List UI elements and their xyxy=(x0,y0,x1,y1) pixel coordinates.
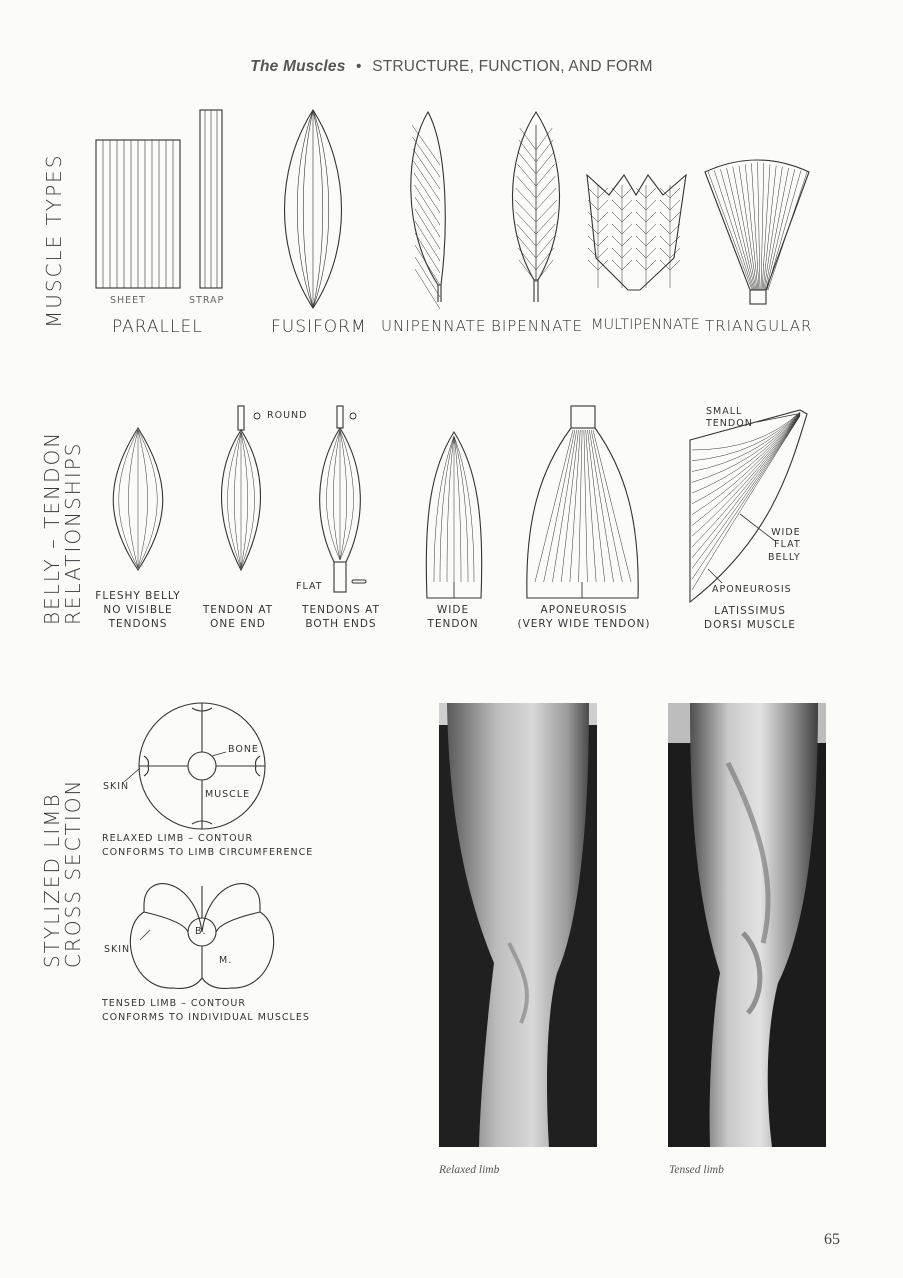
label-b: B. xyxy=(195,926,207,937)
relaxed-limb-cross-section xyxy=(124,703,265,829)
strap-muscle-drawing xyxy=(200,110,222,288)
header-section: The Muscles xyxy=(250,58,346,75)
multipennate-muscle-drawing xyxy=(587,175,686,290)
relaxed-limb-photo xyxy=(439,703,597,1147)
label-sheet: SHEET xyxy=(110,295,146,306)
label-fusiform: FUSIFORM xyxy=(271,317,367,337)
aponeurosis-drawing xyxy=(527,406,638,598)
label-latissimus-dorsi: LATISSIMUS DORSI MUSCLE xyxy=(704,605,796,632)
unipennate-muscle-drawing xyxy=(411,112,445,309)
label-muscle: MUSCLE xyxy=(205,789,251,800)
label-tendons-both-ends: TENDONS AT BOTH ENDS xyxy=(302,604,380,631)
label-parallel: PARALLEL xyxy=(112,317,203,337)
header-separator: • xyxy=(356,58,362,75)
wide-tendon-drawing xyxy=(426,432,481,598)
label-m: M. xyxy=(219,955,233,966)
side-label-limb-cross-section: STYLIZED LIMB CROSS SECTION xyxy=(40,778,85,968)
fleshy-belly-drawing xyxy=(113,428,163,570)
label-wide-flat-belly: WIDE FLAT BELLY xyxy=(768,527,801,563)
triangular-muscle-drawing xyxy=(705,160,809,304)
header-title: STRUCTURE, FUNCTION, AND FORM xyxy=(372,58,653,75)
side-label-belly-tendon: BELLY – TENDON RELATIONSHIPS xyxy=(40,430,85,625)
sheet-muscle-drawing xyxy=(96,140,180,288)
label-multipennate: MULTIPENNATE xyxy=(591,317,700,333)
caption-tensed-limb: Tensed limb xyxy=(669,1164,724,1176)
tensed-limb-photo xyxy=(668,703,826,1147)
latissimus-drawing xyxy=(690,410,807,602)
label-tendon-one-end: TENDON AT ONE END xyxy=(202,604,274,631)
label-bone: BONE xyxy=(228,744,259,755)
label-relaxed-limb: RELAXED LIMB – CONTOUR CONFORMS TO LIMB CIRCUMFERENCE xyxy=(102,833,314,858)
label-fleshy-belly: FLESHY BELLY NO VISIBLE TENDONS xyxy=(95,590,181,631)
bipennate-muscle-drawing xyxy=(512,112,559,302)
label-tensed-limb: TENSED LIMB – CONTOUR CONFORMS TO INDIVIDUAL MUSCLES xyxy=(102,998,310,1023)
caption-relaxed-limb: Relaxed limb xyxy=(439,1164,500,1176)
label-round: ROUND xyxy=(267,410,308,421)
label-triangular: TRIANGULAR xyxy=(705,317,813,335)
label-skin: SKIN xyxy=(103,781,130,792)
page-number: 65 xyxy=(824,1231,840,1248)
label-wide-tendon: WIDE TENDON xyxy=(427,604,479,631)
label-bipennate: BIPENNATE xyxy=(491,317,583,335)
tendon-both-ends-drawing xyxy=(320,406,366,592)
label-lat-aponeurosis: APONEUROSIS xyxy=(712,584,792,595)
label-unipennate: UNIPENNATE xyxy=(381,317,487,335)
label-skin-tensed: SKIN xyxy=(104,944,131,955)
label-aponeurosis: APONEUROSIS (VERY WIDE TENDON) xyxy=(517,604,651,631)
side-label-muscle-types: MUSCLE TYPES xyxy=(42,153,66,328)
label-strap: STRAP xyxy=(189,295,225,306)
tendon-one-end-drawing xyxy=(222,406,261,570)
label-small-tendon: SMALL TENDON xyxy=(706,406,753,430)
fusiform-muscle-drawing xyxy=(285,110,342,308)
label-flat: FLAT xyxy=(296,581,323,592)
